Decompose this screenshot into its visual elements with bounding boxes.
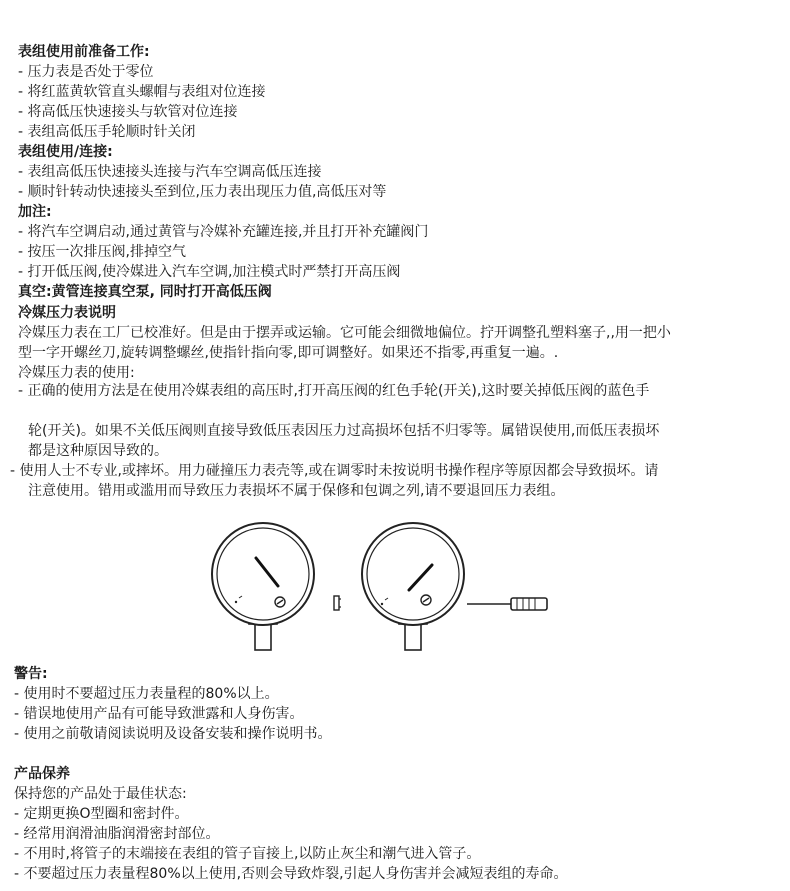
charge-item: - 按压一次排压阀,排掉空气: [18, 244, 186, 260]
warning-item: - 使用之前敬请阅读说明及设备安装和操作说明书。: [14, 726, 332, 742]
left-gauge-icon: [212, 523, 314, 650]
right-gauge-icon: [362, 523, 464, 650]
vacuum-text: 真空:黄管连接真空泵, 同时打开高低压阀: [18, 284, 272, 300]
setup-section: [18, 42, 780, 302]
prep-item: - 将红蓝黄软管直头螺帽与表组对位连接: [18, 84, 266, 100]
maintenance-section: [14, 764, 780, 884]
care-title: 产品保养: [14, 766, 70, 782]
care-item: - 不要超过压力表量程80%以上使用,否则会导致炸裂,引起人身伤害并会减短表组的寿命。: [14, 866, 568, 882]
prep-item: - 将高低压快速接头与软管对位连接: [18, 104, 238, 120]
gauge-note-section: [18, 303, 780, 383]
connect-item: - 表组高低压快速接头连接与汽车空调高低压连接: [18, 164, 322, 180]
connect-item: - 顺时针转动快速接头至到位,压力表出现压力值,高低压对等: [18, 184, 387, 200]
charge-item: - 将汽车空调启动,通过黄管与冷媒补充罐连接,并且打开补充罐阀门: [18, 224, 429, 240]
screwdriver-icon: [467, 598, 547, 610]
gauge-adjust-illustration: [205, 518, 565, 660]
care-item: - 经常用润滑油脂润滑密封部位。: [14, 826, 220, 842]
gauge-note-line: 冷媒压力表在工厂已校准好。但是由于摆弄或运输。它可能会细微地偏位。拧开调整孔塑料塞子,,用一把小: [18, 325, 671, 341]
warning-title: 警告:: [14, 666, 48, 682]
gauge-note-line: 型一字开螺丝刀,旋转调整螺丝,使指针指向零,即可调整好。如果还不指零,再重复一遍。.: [18, 345, 559, 361]
warning-item: - 使用时不要超过压力表量程的80%以上。: [14, 686, 279, 702]
warning-section: [14, 664, 780, 744]
gauge-use-title: 冷媒压力表的使用:: [18, 365, 135, 381]
gauge-use-section: [10, 381, 780, 501]
gauge-use-item1: - 正确的使用方法是在使用冷媒表组的高压时,打开高压阀的红色手轮(开关),这时要关掉低压阀的蓝色手: [18, 383, 650, 399]
prep-item: - 表组高低压手轮顺时针关闭: [18, 124, 196, 140]
connect-title: 表组使用/连接:: [18, 144, 113, 160]
care-item: - 不用时,将管子的末端接在表组的管子盲接上,以防止灰尘和潮气进入管子。: [14, 846, 481, 862]
charge-title: 加注:: [18, 204, 52, 220]
gauge-use-item2: - 使用人士不专业,或摔坏。用力碰撞压力表壳等,或在调零时未按说明书操作程序等原因都会导致损坏。请: [10, 463, 659, 479]
care-intro: 保持您的产品处于最佳状态:: [14, 786, 187, 802]
plastic-plug-icon: [334, 596, 341, 610]
gauge-use-item2: 注意使用。错用或滥用而导致压力表损坏不属于保修和包调之列,请不要退回压力表组。: [28, 483, 565, 499]
charge-item: - 打开低压阀,使冷媒进入汽车空调,加注模式时严禁打开高压阀: [18, 264, 401, 280]
prep-item: - 压力表是否处于零位: [18, 64, 154, 80]
prep-title: 表组使用前准备工作:: [18, 44, 150, 60]
gauge-use-item1: 轮(开关)。如果不关低压阀则直接导致低压表因压力过高损坏包括不归零等。属错误使用,而低压表损坏: [28, 423, 660, 439]
care-item: - 定期更换O型圈和密封件。: [14, 806, 189, 822]
gauge-use-item1: 都是这种原因导致的。: [28, 443, 168, 459]
warning-item: - 错误地使用产品有可能导致泄露和人身伤害。: [14, 706, 304, 722]
gauge-note-title: 冷媒压力表说明: [18, 305, 116, 321]
